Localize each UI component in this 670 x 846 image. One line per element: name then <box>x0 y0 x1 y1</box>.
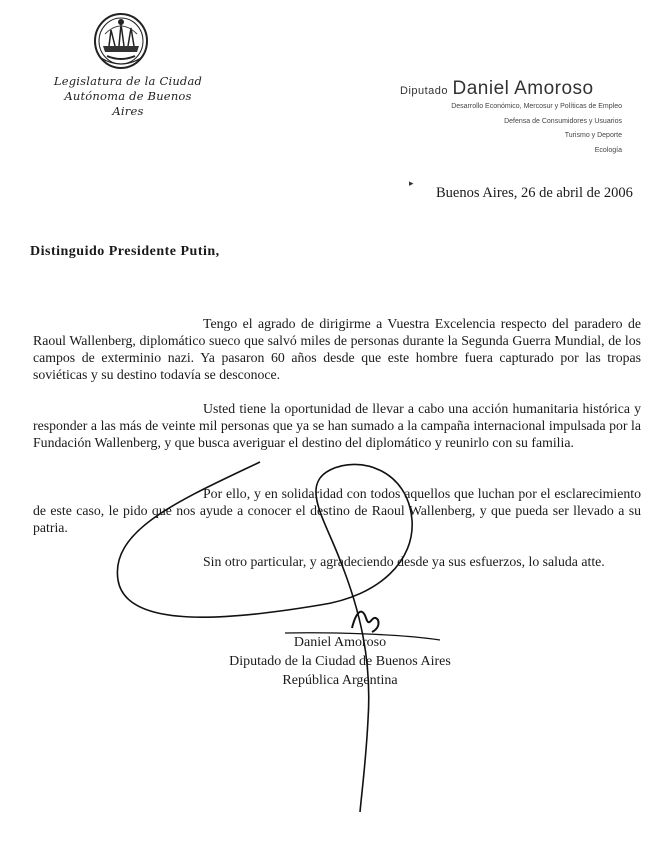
signature-block <box>200 633 480 690</box>
deputy-prefix: Diputado <box>400 85 449 97</box>
signer-country: República Argentina <box>282 673 398 688</box>
letter-date: Buenos Aires, 26 de abril de 2006 <box>436 185 633 201</box>
body-paragraph-1: Tengo el agrado de dirigirme a Vuestra Excelencia respecto del paradero de Raoul Wallenberg, diplomático sueco que salvó miles de personas durante la Segunda Guerra Mundial, de los campos de exterminio nazi. Ya pasaron 60 años desde que este hombre fuera capturado por las tropas soviéticas y su destino todavía se desconoce. <box>33 316 641 382</box>
committee-item: Defensa de Consumidores y Usuarios <box>504 117 622 125</box>
institution-name <box>48 74 208 119</box>
bullet-mark-icon: ▸ <box>409 178 414 188</box>
body-paragraph-3: Por ello, y en solidaridad con todos aquellos que luchan por el esclarecimiento de este caso, le pido que nos ayude a conocer el destino de Raoul Wallenberg, y que pueda ser llevado a su patria. <box>33 486 641 535</box>
closing-paragraph: Sin otro particular, y agradeciendo desde ya sus esfuerzos, lo saluda atte. <box>203 554 605 569</box>
salutation: Distinguido Presidente Putin, <box>30 244 220 259</box>
deputy-name: Daniel Amoroso <box>452 78 594 99</box>
committee-list <box>362 100 622 158</box>
institution-line-1: Legislatura de la Ciudad <box>53 74 203 88</box>
committee-item: Ecología <box>594 146 622 154</box>
committee-item: Turismo y Deporte <box>564 132 622 139</box>
signer-title: Diputado de la Ciudad de Buenos Aires <box>229 654 451 669</box>
signer-name: Daniel Amoroso <box>293 635 387 650</box>
deputy-heading <box>400 78 630 100</box>
city-seal-icon <box>93 12 149 70</box>
body-paragraph-2: Usted tiene la oportunidad de llevar a cabo una acción humanitaria histórica y responder a las más de veinte mil personas que ya se han sumado a la campaña internacional impulsada por la Fundación Wallenberg, y que busca averiguar el destino del diplomático y reunirlo con su familia. <box>33 401 641 450</box>
institution-line-2: Autónoma de Buenos Aires <box>64 89 192 118</box>
committee-item: Desarrollo Económico, Mercosur y Políticas de Empleo <box>451 103 622 110</box>
